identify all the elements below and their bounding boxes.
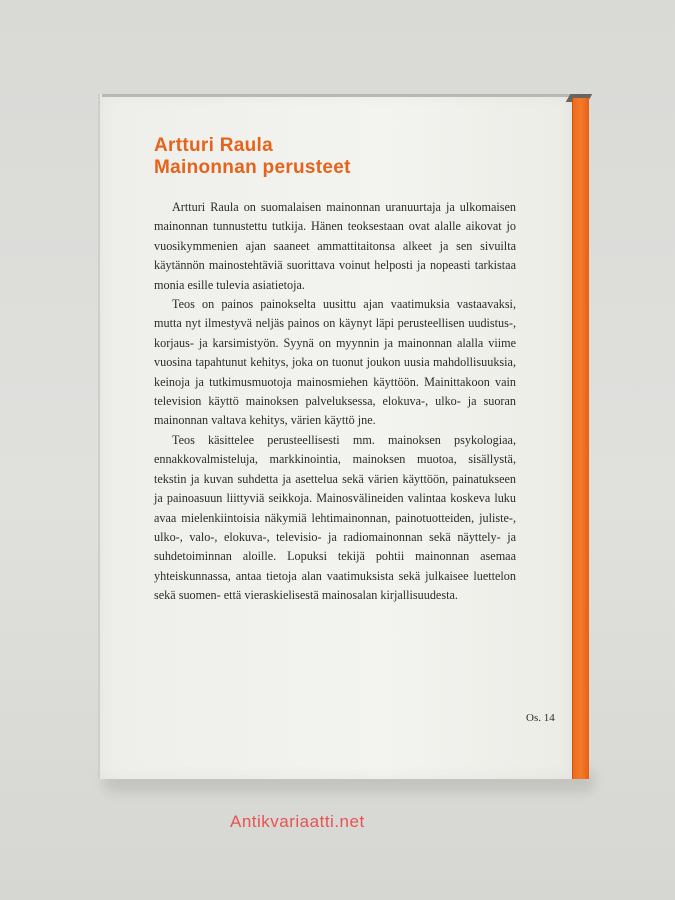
author-name: Artturi Raula [154,135,273,156]
cover-top-edge [102,94,574,97]
title-block [154,135,351,179]
book-title: Mainonnan perusteet [154,157,351,178]
price-mark: Os. 14 [526,712,555,724]
book [98,94,590,779]
watermark-text: Antikvariaatti.net [230,812,365,831]
blurb-paragraph: Artturi Raula on suomalaisen mainonnan uranuurtaja ja ulkomaisen mainonnan tunnustettu tutkija. Hänen teoksestaan ovat alalle aikovat jo vuosikymmenien ajan saaneet ammattitaitonsa alkeet ja sen sivuilta käytännön mainostehtäviä suorittava voinut helposti ja nopeasti tarkistaa monia esille tulevia asiatietoja. [154,200,516,292]
blurb-paragraph: Teos on painos painokselta uusittu ajan vaatimuksia vastaavaksi, mutta nyt ilmestyvä neljäs painos on käynyt läpi perusteellisen uudistus-, korjaus- ja karsimistyön. Syynä on myynnin ja mainonnan alalla viime vuosina tapahtunut kehitys, joka on tuonut joukon uusia mahdollisuuksia, keinoja ja tutkimusmuotoja mainosmiehen käyttöön. Mainittakoon vain television käyttö mainoksen palveluksessa, elokuva-, ulko- ja suoran mainonnan valtava kehitys, värien käyttö jne. [154,297,516,428]
book-back-cover [98,94,574,779]
blurb-paragraph: Teos käsittelee perusteellisesti mm. mainoksen psykologiaa, ennakkovalmisteluja, markkinointia, mainoksen muotoa, sisällystä, tekstin ja kuvan suhdetta ja asettelua sekä värien käyttöön, painatukseen ja painoasuun liittyviä seikkoja. Mainosvälineiden valintaa koskeva luku avaa mielenkiintoisia näkymiä lehtimainonnan, painotuotteiden, juliste-, ulko-, valo-, elokuva-, televisio- ja radiomainonnan sekä näyttely- ja suhdetoiminnan aloille. Lopuksi tekijä pohtii mainonnan asemaa yhteiskunnassa, antaa tietoja alan vaatimuksista sekä julkaisee luettelon sekä suomen- että vieraskielisestä mainosalan kirjallisuudesta. [154,432,516,603]
blurb-text [154,198,516,606]
book-spine [572,98,589,779]
